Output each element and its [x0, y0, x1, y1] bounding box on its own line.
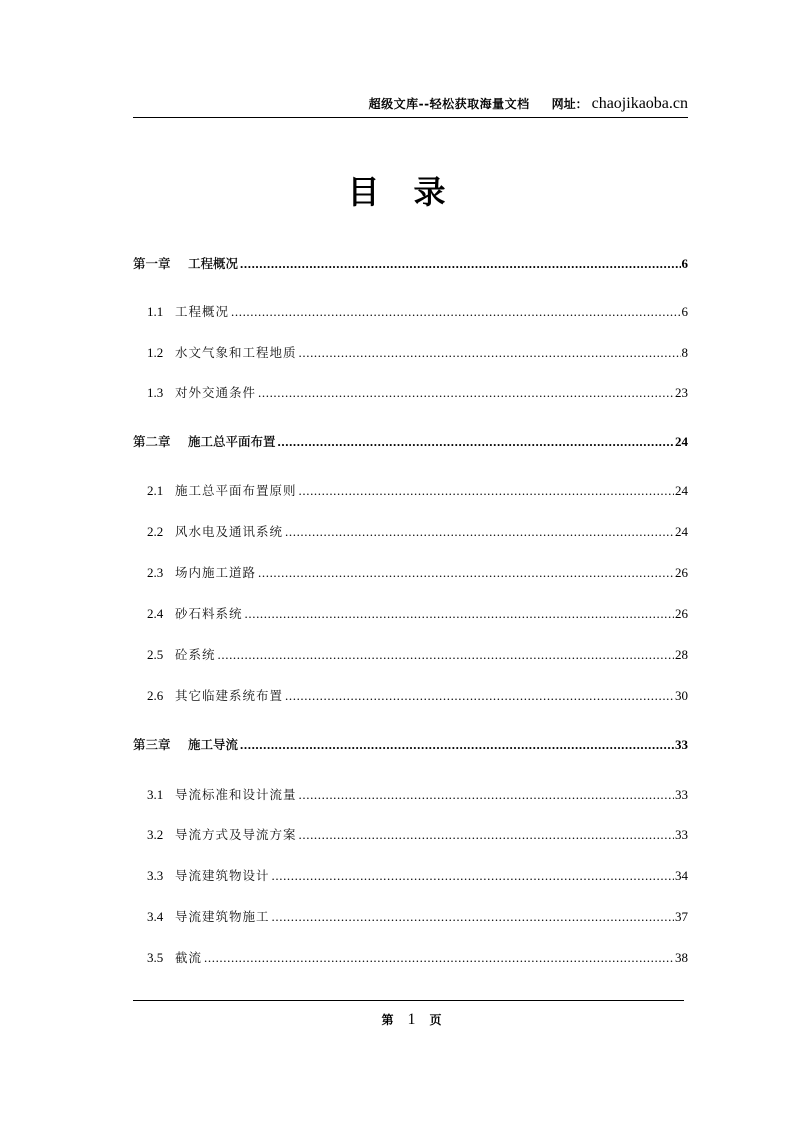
toc-section-title: 导流方式及导流方案	[175, 827, 297, 842]
toc-dot-leader	[285, 687, 674, 705]
toc-section-1-2[interactable]	[147, 344, 688, 362]
toc-section-number: 3.2	[147, 827, 164, 842]
toc-chapter-1[interactable]	[133, 255, 688, 273]
toc-section-2-2[interactable]	[147, 523, 688, 541]
toc-section-number: 2.6	[147, 688, 164, 703]
toc-section-number: 1.1	[147, 304, 164, 319]
toc-dot-leader	[258, 564, 674, 582]
toc-section-number: 2.3	[147, 565, 164, 580]
toc-chapter-title: 施工导流	[188, 737, 239, 752]
toc-dot-leader	[285, 523, 674, 541]
toc-dot-leader	[299, 826, 674, 844]
toc-page-number: 24	[675, 483, 688, 498]
page-title	[0, 172, 793, 212]
toc-page-number: 28	[675, 647, 688, 662]
toc-page-number: 6	[681, 256, 688, 271]
toc-page-number: 26	[675, 606, 688, 621]
toc-dot-leader	[299, 344, 681, 362]
toc-section-number: 2.5	[147, 647, 164, 662]
toc-section-number: 3.4	[147, 909, 164, 924]
toc-section-title: 导流建筑物设计	[175, 868, 270, 883]
toc-chapter-number: 第一章	[133, 256, 171, 271]
title-char-2: 录	[413, 173, 480, 211]
toc-section-3-3[interactable]	[147, 867, 688, 885]
toc-page-number: 26	[675, 565, 688, 580]
toc-dot-leader	[245, 605, 674, 623]
toc-section-number: 2.2	[147, 524, 164, 539]
toc-section-number: 2.4	[147, 606, 164, 621]
toc-page-number: 30	[675, 688, 688, 703]
toc-section-number: 3.3	[147, 868, 164, 883]
toc-section-title: 砼系统	[175, 647, 216, 662]
toc-section-title: 工程概况	[175, 304, 230, 319]
header-slogan: 超级文库--轻松获取海量文档	[368, 97, 530, 111]
toc-chapter-number: 第二章	[133, 434, 171, 449]
header-site-url: chaojikaoba.cn	[591, 95, 688, 112]
toc-page-number: 33	[675, 787, 688, 802]
toc-chapter-number: 第三章	[133, 737, 171, 752]
toc-dot-leader	[240, 255, 680, 273]
toc-dot-leader	[272, 908, 674, 926]
toc-section-number: 3.5	[147, 950, 164, 965]
toc-section-2-3[interactable]	[147, 564, 688, 582]
toc-chapter-title: 施工总平面布置	[188, 434, 276, 449]
toc-section-title: 截流	[175, 950, 203, 965]
toc-dot-leader	[204, 949, 674, 967]
toc-section-3-2[interactable]	[147, 826, 688, 844]
toc-section-title: 导流标准和设计流量	[175, 787, 297, 802]
toc-section-title: 导流建筑物施工	[175, 909, 270, 924]
toc-page-number: 33	[675, 827, 688, 842]
toc-section-2-5[interactable]	[147, 646, 688, 664]
toc-dot-leader	[272, 867, 674, 885]
toc-page-number: 6	[681, 304, 688, 319]
toc-section-1-3[interactable]	[147, 384, 688, 402]
toc-page-number: 24	[675, 524, 688, 539]
page-header	[133, 94, 688, 118]
toc-page-number: 37	[675, 909, 688, 924]
header-site-label: 网址：	[551, 97, 588, 111]
toc-section-3-4[interactable]	[147, 908, 688, 926]
footer-page-number: 1	[407, 1011, 416, 1028]
toc-chapter-3[interactable]	[133, 736, 688, 754]
toc-section-title: 对外交通条件	[175, 385, 257, 400]
toc-section-title: 风水电及通讯系统	[175, 524, 284, 539]
toc-section-number: 3.1	[147, 787, 164, 802]
title-char-1: 目	[347, 173, 414, 211]
toc-section-title: 其它临建系统布置	[175, 688, 284, 703]
toc-section-3-5[interactable]	[147, 949, 688, 967]
toc-section-1-1[interactable]	[147, 303, 688, 321]
toc-dot-leader	[278, 433, 674, 451]
footer-divider	[133, 1000, 684, 1001]
toc-chapter-2[interactable]	[133, 433, 688, 451]
toc-section-number: 1.2	[147, 345, 164, 360]
toc-section-3-1[interactable]	[147, 786, 688, 804]
toc-page-number: 34	[675, 868, 688, 883]
toc-section-title: 场内施工道路	[175, 565, 257, 580]
toc-dot-leader	[299, 482, 674, 500]
toc-section-number: 1.3	[147, 385, 164, 400]
toc-section-title: 水文气象和工程地质	[175, 345, 297, 360]
toc-section-title: 砂石料系统	[175, 606, 243, 621]
toc-section-number: 2.1	[147, 483, 164, 498]
page-footer	[0, 1010, 793, 1031]
toc-page-number: 8	[681, 345, 688, 360]
toc-page-number: 24	[675, 434, 688, 449]
toc-page-number: 33	[675, 737, 688, 752]
toc-section-title: 施工总平面布置原则	[175, 483, 297, 498]
toc-chapter-title: 工程概况	[188, 256, 239, 271]
toc-page-number: 38	[675, 950, 688, 965]
toc-section-2-1[interactable]	[147, 482, 688, 500]
toc-section-2-4[interactable]	[147, 605, 688, 623]
toc-dot-leader	[218, 646, 674, 664]
toc-page-number: 23	[675, 385, 688, 400]
toc-dot-leader	[258, 384, 674, 402]
toc-section-2-6[interactable]	[147, 687, 688, 705]
footer-prefix: 第	[381, 1013, 394, 1027]
toc-dot-leader	[240, 736, 674, 754]
toc-dot-leader	[231, 303, 680, 321]
toc-dot-leader	[299, 786, 674, 804]
footer-suffix: 页	[429, 1013, 442, 1027]
